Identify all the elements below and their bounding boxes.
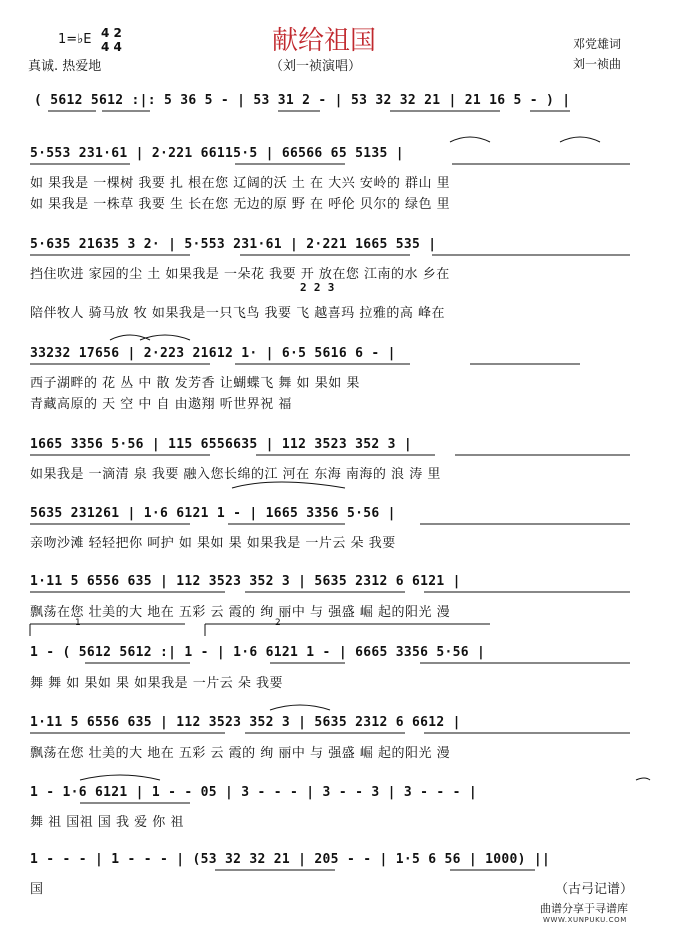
expression-mark: 真诚. 热爱地 xyxy=(28,59,102,74)
lyrics-line: 青藏高原的 天 空 中 自 由遨翔 听世界祝 福 xyxy=(30,397,292,412)
time-signature-bottom: 4 4 xyxy=(101,40,122,54)
footer-site-url: WWW.XUNPUKU.COM xyxy=(543,916,627,924)
lyrics-line: 国 xyxy=(30,882,44,897)
lyrics-line: 如 果我是 一棵树 我要 扎 根在您 辽阔的沃 土 在 大兴 安岭的 群山 里 xyxy=(30,176,451,191)
lyrics-line: 飘荡在您 壮美的大 地在 五彩 云 霞的 绚 丽中 与 强盛 崛 起的阳光 漫 xyxy=(30,605,451,620)
transcriber-credit: （古弓记谱） xyxy=(555,882,634,897)
lyrics-line: 舞 舞 如 果如 果 如果我是 一片云 朵 我要 xyxy=(30,676,284,691)
lyrics-line: 如 果我是 一株草 我要 生 长在您 无边的原 野 在 呼伦 贝尔的 绿色 里 xyxy=(30,197,451,212)
composer-credit: 刘一祯曲 xyxy=(573,57,622,71)
score-cue-notes: 2 2 3 xyxy=(300,281,335,294)
score-system-6: 5635 231261 | 1·6 6121 1 - | 1665 3356 5·56 | xyxy=(30,506,396,521)
lyrics-line: 亲吻沙滩 轻轻把你 呵护 如 果如 果 如果我是 一片云 朵 我要 xyxy=(30,536,396,551)
key-signature: 1=♭E xyxy=(58,32,92,47)
lyricist-credit: 邓党雄词 xyxy=(573,37,622,51)
volta-first-ending: 1 xyxy=(75,618,81,628)
score-system-8: 1 - ( 5612 5612 :| 1 - | 1·6 6121 1 - | 6665 3356 5·56 | xyxy=(30,645,486,660)
score-system-1: ( 5612 5612 :|: 5 36 5 - | 53 31 2 - | 53 32 32 21 | 21 16 5 - ) | xyxy=(34,93,571,108)
time-signature-top: 4 2 xyxy=(101,26,122,40)
song-title: 献给祖国 xyxy=(272,26,377,56)
score-system-11: 1 - - - | 1 - - - | (53 32 32 21 | 205 - - | 1·5 6 56 | 1000) || xyxy=(30,852,551,867)
score-system-7: 1·11 5 6556 635 | 112 3523 352 3 | 5635 2312 6 6121 | xyxy=(30,574,461,589)
lyrics-line: 舞 祖 国祖 国 我 爱 你 祖 xyxy=(30,815,184,830)
performer-credit: （刘一祯演唱） xyxy=(270,59,362,74)
lyrics-line: 陪伴牧人 骑马放 牧 如果我是一只飞鸟 我要 飞 越喜玛 拉雅的高 峰在 xyxy=(30,306,446,321)
score-system-5: 1665 3356 5·56 | 115 6556635 | 112 3523 352 3 | xyxy=(30,437,412,452)
lyrics-line: 挡住吹进 家园的尘 土 如果我是 一朵花 我要 开 放在您 江南的水 乡在 xyxy=(30,267,450,282)
score-system-10: 1 - 1·6 6121 | 1 - - 05 | 3 - - - | 3 - - 3 | 3 - - - | xyxy=(30,785,477,800)
lyrics-line: 如果我是 一滴清 泉 我要 融入您长绵的江 河在 东海 南海的 浪 涛 里 xyxy=(30,467,441,482)
score-system-9: 1·11 5 6556 635 | 112 3523 352 3 | 5635 2312 6 6612 | xyxy=(30,715,461,730)
volta-second-ending: 2 xyxy=(275,618,281,628)
lyrics-line: 西子湖畔的 花 丛 中 散 发芳香 让蝴蝶飞 舞 如 果如 果 xyxy=(30,376,360,391)
score-system-2: 5·553 231·61 | 2·221 66115·5 | 66566 65 5135 | xyxy=(30,146,404,161)
footer-site-name: 曲谱分享于寻谱库 xyxy=(540,902,628,915)
score-system-4: 33232 17656 | 2·223 21612 1· | 6·5 5616 6 - | xyxy=(30,346,396,361)
score-system-3: 5·635 21635 3 2· | 5·553 231·61 | 2·221 1665 535 | xyxy=(30,237,437,252)
lyrics-line: 飘荡在您 壮美的大 地在 五彩 云 霞的 绚 丽中 与 强盛 崛 起的阳光 漫 xyxy=(30,746,451,761)
